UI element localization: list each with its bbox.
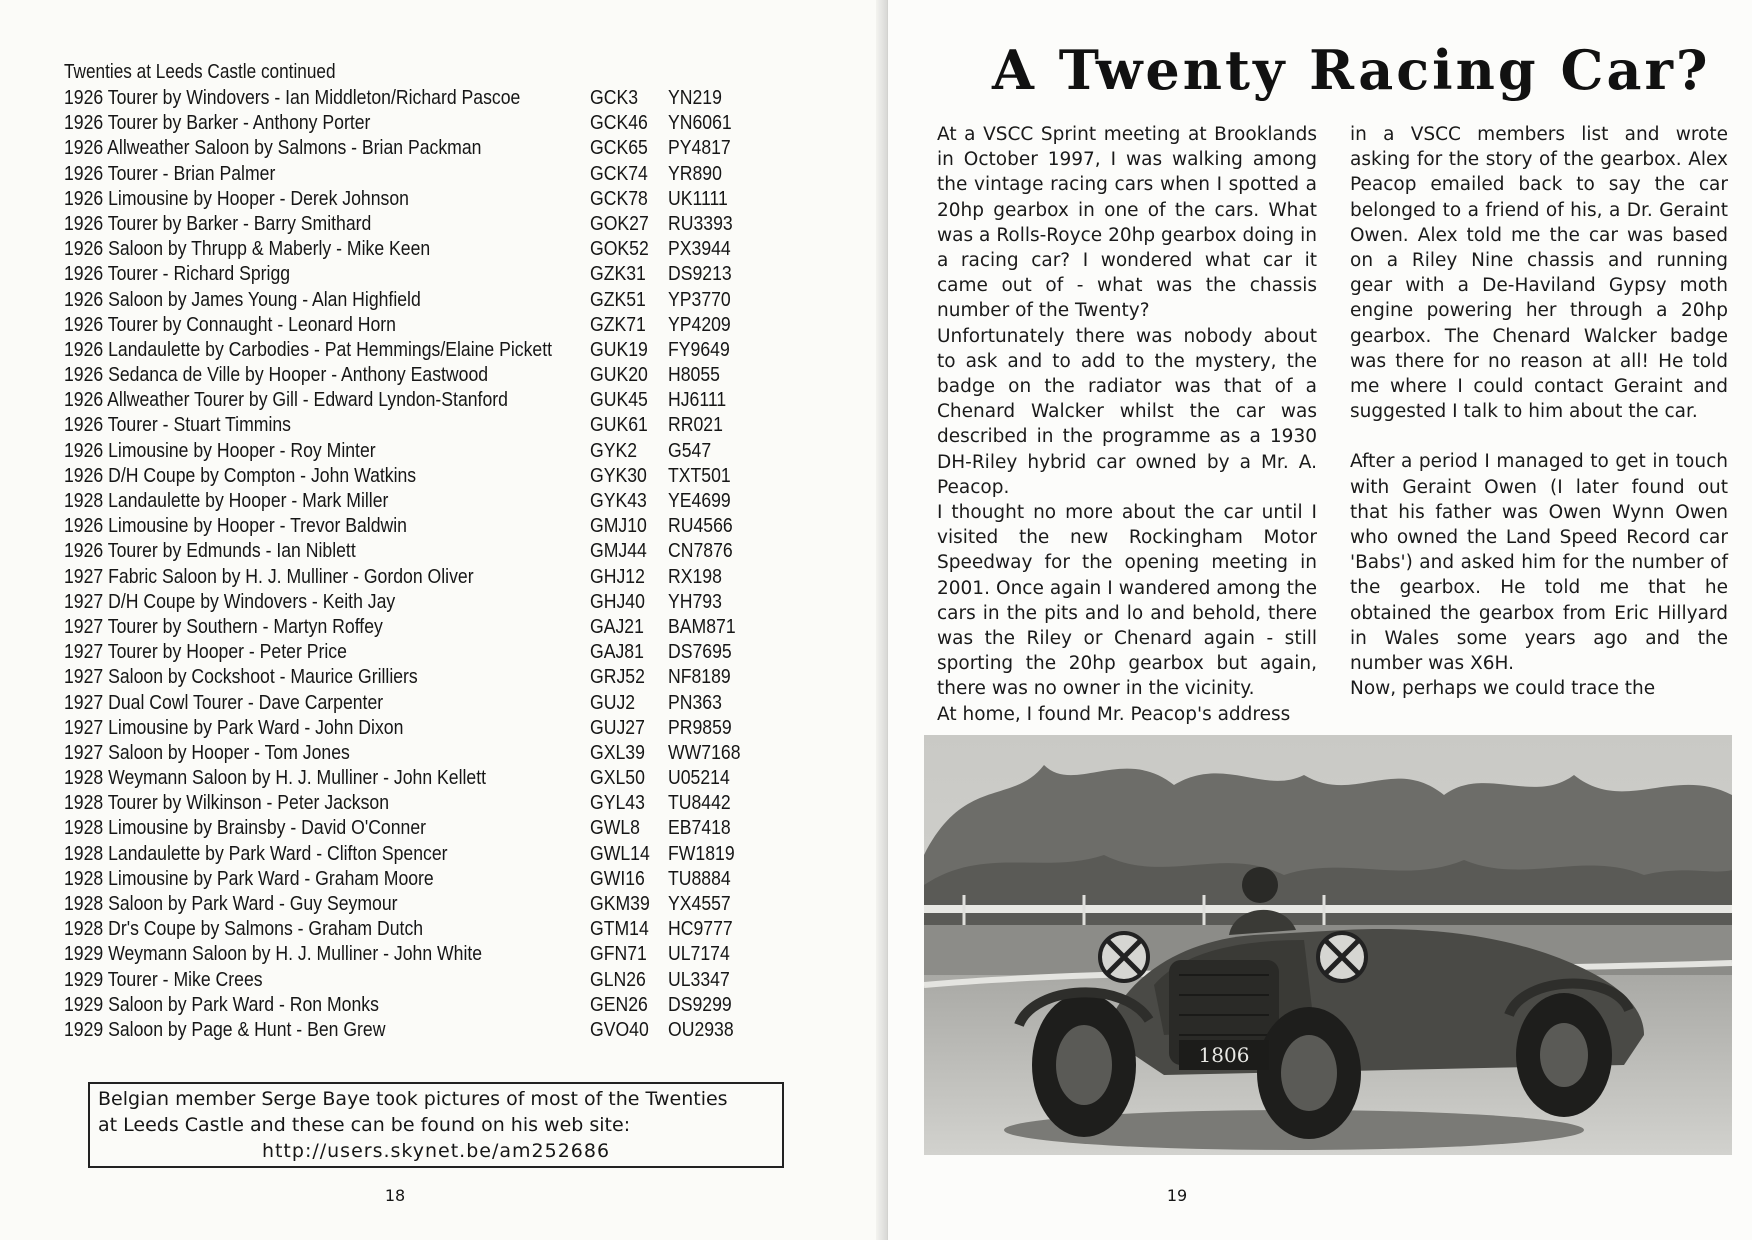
chassis-number: GXL50	[590, 766, 645, 790]
car-list-row	[64, 135, 824, 160]
car-description: 1929 Tourer - Mike Crees	[64, 967, 263, 991]
car-list-row	[64, 110, 824, 135]
car-list-row	[64, 715, 824, 740]
registration-number: EB7418	[668, 816, 731, 840]
chassis-number: GHJ40	[590, 589, 645, 613]
car-description: 1928 Landaulette by Park Ward - Clifton Spencer	[64, 841, 448, 865]
chassis-number: GYK2	[590, 438, 638, 462]
car-description: 1926 Tourer by Windovers - Ian Middleton/Richard Pascoe	[64, 86, 521, 109]
chassis-number: GZK51	[590, 287, 646, 311]
racing-car-photo	[924, 735, 1732, 1155]
chassis-number: GYK43	[590, 489, 647, 512]
registration-number: U05214	[668, 766, 730, 790]
car-list-row	[64, 866, 824, 891]
chassis-number: GUJ27	[590, 715, 645, 739]
car-description: 1927 Saloon by Cockshoot - Maurice Grilliers	[64, 665, 418, 689]
chassis-number: GYK30	[590, 463, 647, 487]
paragraph: Now, perhaps we could trace the	[1350, 678, 1656, 700]
registration-number: NF8189	[668, 665, 731, 689]
registration-number: YR890	[668, 161, 722, 185]
car-list-row	[64, 438, 824, 463]
car-list-row	[64, 916, 824, 941]
chassis-number: GCK78	[590, 186, 648, 210]
car-list	[64, 60, 824, 1042]
paragraph: I thought no more about the car until I visited the new Rockingham Motor Speedway for the opening meeting in 2001. Once again I wandered among the cars in the pits and lo and behold, there was the Riley or Chenard again - still sporting the 20hp gearbox but again, there was no owner in the vicinity.	[937, 502, 1317, 700]
registration-number: PY4817	[668, 136, 731, 160]
registration-number: RR021	[668, 413, 723, 437]
chassis-number: GUK19	[590, 337, 648, 361]
chassis-number: GVO40	[590, 1017, 649, 1041]
car-description: 1926 Tourer by Edmunds - Ian Niblett	[64, 539, 356, 563]
paragraph: At a VSCC Sprint meeting at Brooklands in October 1997, I was walking among the vintage racing cars when I spotted a 20hp gearbox in one of the cars. What was a Rolls-Royce 20hp gearbox doing in a racing car? I wondered what car it came out of - what was the chassis number of the Twenty?	[937, 124, 1317, 322]
registration-number: DS9299	[668, 992, 732, 1016]
registration-number: RX198	[668, 564, 722, 588]
car-description: 1928 Tourer by Wilkinson - Peter Jackson	[64, 791, 390, 815]
website-url[interactable]: http://users.skynet.be/am252686	[261, 1140, 611, 1162]
article-column-2	[1350, 122, 1728, 701]
chassis-number: GLN26	[590, 967, 646, 991]
chassis-number: GXL39	[590, 740, 645, 764]
car-list-row	[64, 992, 824, 1017]
car-list-row	[64, 337, 824, 362]
registration-number: H8055	[668, 363, 720, 387]
chassis-number: GCK46	[590, 111, 648, 135]
car-list-row	[64, 1017, 824, 1042]
registration-number: PX3944	[668, 237, 731, 261]
car-list-row	[64, 161, 824, 186]
car-list-row	[64, 690, 824, 715]
chassis-number: GUJ2	[590, 690, 636, 714]
car-description: 1928 Landaulette by Hooper - Mark Miller	[64, 489, 389, 512]
registration-number: RU3393	[668, 211, 733, 235]
car-description: 1927 Limousine by Park Ward - John Dixon	[64, 715, 404, 739]
registration-number: YN219	[668, 86, 722, 109]
chassis-number: GAJ81	[590, 640, 644, 664]
chassis-number: GRJ52	[590, 665, 645, 689]
registration-number: OU2938	[668, 1017, 734, 1041]
chassis-number: GUK61	[590, 413, 648, 437]
registration-number: FW1819	[668, 841, 735, 865]
page-number-left: 18	[384, 1186, 406, 1205]
car-list-row	[64, 85, 824, 110]
car-list-row	[64, 211, 824, 236]
car-description: 1926 Tourer - Stuart Timmins	[64, 413, 291, 437]
car-description: 1927 Dual Cowl Tourer - Dave Carpenter	[64, 690, 384, 714]
registration-number: CN7876	[668, 539, 733, 563]
car-description: 1929 Weymann Saloon by H. J. Mulliner - John White	[64, 942, 483, 966]
chassis-number: GWL14	[590, 841, 650, 865]
registration-number: FY9649	[668, 337, 730, 361]
car-list-row	[64, 841, 824, 866]
registration-number: DS9213	[668, 262, 732, 286]
car-list-row	[64, 639, 824, 664]
car-description: 1928 Limousine by Brainsby - David O'Conner	[64, 816, 427, 840]
car-list-row	[64, 941, 824, 966]
list-heading: Twenties at Leeds Castle continued	[64, 61, 336, 83]
car-list-row	[64, 589, 824, 614]
car-description: 1927 D/H Coupe by Windovers - Keith Jay	[64, 589, 396, 613]
car-description: 1926 Tourer by Barker - Barry Smithard	[64, 211, 372, 235]
car-description: 1928 Saloon by Park Ward - Guy Seymour	[64, 892, 398, 915]
chassis-number: GMJ10	[590, 514, 647, 538]
registration-number: PR9859	[668, 715, 732, 739]
paragraph: At home, I found Mr. Peacop's address	[937, 703, 1291, 725]
car-list-row	[64, 564, 824, 589]
car-description: 1928 Limousine by Park Ward - Graham Moore	[64, 866, 434, 890]
registration-number: TXT501	[668, 463, 731, 487]
car-rows	[64, 85, 824, 1042]
registration-number: TU8442	[668, 791, 731, 815]
car-description: 1929 Saloon by Page & Hunt - Ben Grew	[64, 1017, 386, 1041]
chassis-number: GUK20	[590, 363, 648, 387]
page-number-right: 19	[1166, 1186, 1188, 1205]
registration-number: UK1111	[668, 186, 728, 210]
car-description: 1929 Saloon by Park Ward - Ron Monks	[64, 992, 379, 1016]
car-list-row	[64, 312, 824, 337]
registration-number: UL3347	[668, 967, 730, 991]
registration-number: TU8884	[668, 866, 731, 890]
chassis-number: GCK74	[590, 161, 648, 185]
car-list-row	[64, 261, 824, 286]
car-list-row	[64, 186, 824, 211]
chassis-number: GKM39	[590, 892, 650, 915]
chassis-number: GCK3	[590, 86, 639, 109]
car-description: 1926 Allweather Tourer by Gill - Edward Lyndon-Stanford	[64, 388, 508, 412]
chassis-number: GYL43	[590, 791, 645, 815]
car-list-row	[64, 236, 824, 261]
registration-number: YX4557	[668, 892, 731, 915]
racing-car-illustration	[924, 735, 1732, 1155]
note-line-1: Belgian member Serge Baye took pictures of most of the Twenties	[98, 1088, 728, 1110]
car-description: 1926 Landaulette by Carbodies - Pat Hemmings/Elaine Pickett	[64, 337, 553, 361]
car-description: 1926 Saloon by James Young - Alan Highfield	[64, 287, 421, 311]
chassis-number: GZK31	[590, 262, 646, 286]
chassis-number: GMJ44	[590, 539, 647, 563]
registration-number: DS7695	[668, 640, 732, 664]
registration-number: G547	[668, 438, 712, 462]
registration-number: YP3770	[668, 287, 731, 311]
chassis-number: GZK71	[590, 312, 646, 336]
car-description: 1927 Tourer by Hooper - Peter Price	[64, 640, 347, 664]
car-list-row	[64, 488, 824, 513]
registration-number: YN6061	[668, 111, 732, 135]
car-list-row	[64, 790, 824, 815]
chassis-number: GTM14	[590, 917, 649, 941]
registration-number: BAM871	[668, 614, 736, 638]
car-list-row	[64, 765, 824, 790]
car-description: 1926 Sedanca de Ville by Hooper - Anthony Eastwood	[64, 363, 489, 387]
chassis-number: GFN71	[590, 942, 647, 966]
car-list-row	[64, 740, 824, 765]
car-description: 1926 Tourer - Brian Palmer	[64, 161, 276, 185]
note-line-2: at Leeds Castle and these can be found on his web site:	[98, 1114, 631, 1136]
paragraph: After a period I managed to get in touch with Geraint Owen (I later found out that his father was Owen Wynn Owen who owned the Land Speed Record car 'Babs') and asked him for the number of the gearbox. He told me that he obtained the gearbox from Eric Hillyard in Wales some years ago and the number was X6H.	[1350, 451, 1728, 675]
car-description: 1928 Dr's Coupe by Salmons - Graham Dutch	[64, 917, 424, 941]
paragraph: in a VSCC members list and wrote asking for the story of the gearbox. Alex Peacop emailed back to say the car belonged to a friend of his, a Dr. Geraint Owen. Alex told me the car was based on a Riley Nine chassis and running gear with a De-Haviland Gypsy moth engine powering her through a 20hp gearbox. The Chenard Walcker badge was there for no reason at all! He told me where I could contact Geraint and suggested I talk to him about the car.	[1350, 124, 1728, 423]
car-description: 1926 Limousine by Hooper - Derek Johnson	[64, 186, 409, 210]
car-description: 1928 Weymann Saloon by H. J. Mulliner - John Kellett	[64, 766, 487, 790]
car-list-row	[64, 387, 824, 412]
chassis-number: GEN26	[590, 992, 648, 1016]
car-description: 1926 Limousine by Hooper - Trevor Baldwin	[64, 514, 407, 538]
car-list-row	[64, 538, 824, 563]
chassis-number: GHJ12	[590, 564, 645, 588]
car-description: 1927 Saloon by Hooper - Tom Jones	[64, 740, 350, 764]
registration-number: HJ6111	[668, 388, 727, 412]
chassis-number: GWL8	[590, 816, 640, 840]
article-column-1	[937, 122, 1317, 727]
car-list-row	[64, 513, 824, 538]
car-number-plate: 1806	[1198, 1043, 1250, 1067]
car-description: 1927 Tourer by Southern - Martyn Roffey	[64, 614, 383, 638]
car-list-row	[64, 891, 824, 916]
car-description: 1926 Limousine by Hooper - Roy Minter	[64, 438, 376, 462]
car-list-row	[64, 362, 824, 387]
registration-number: RU4566	[668, 514, 733, 538]
website-note-box	[88, 1082, 784, 1168]
car-description: 1926 Saloon by Thrupp & Maberly - Mike Keen	[64, 237, 431, 261]
car-description: 1926 Tourer by Barker - Anthony Porter	[64, 111, 371, 135]
registration-number: YP4209	[668, 312, 731, 336]
article-title: A Twenty Racing Car?	[992, 38, 1711, 102]
car-list-row	[64, 463, 824, 488]
chassis-number: GOK27	[590, 211, 649, 235]
car-list-row	[64, 815, 824, 840]
car-description: 1926 Tourer - Richard Sprigg	[64, 262, 291, 286]
chassis-number: GUK45	[590, 388, 648, 412]
registration-number: UL7174	[668, 942, 730, 966]
chassis-number: GOK52	[590, 237, 649, 261]
paragraph: Unfortunately there was nobody about to ask and to add to the mystery, the badge on the radiator was that of a Chenard Walcker whilst the car was described in the programme as a 1930 DH-Riley hybrid car owned by a Mr. A. Peacop.	[937, 325, 1317, 498]
chassis-number: GWI16	[590, 866, 645, 890]
car-description: 1926 Allweather Saloon by Salmons - Brian Packman	[64, 136, 482, 160]
car-list-row	[64, 412, 824, 437]
car-list-row	[64, 664, 824, 689]
registration-number: WW7168	[668, 740, 741, 764]
chassis-number: GCK65	[590, 136, 648, 160]
car-list-row	[64, 287, 824, 312]
car-description: 1926 Tourer by Connaught - Leonard Horn	[64, 312, 396, 336]
car-list-row	[64, 614, 824, 639]
car-description: 1927 Fabric Saloon by H. J. Mulliner - Gordon Oliver	[64, 564, 474, 588]
car-list-row	[64, 967, 824, 992]
registration-number: HC9777	[668, 917, 733, 941]
car-description: 1926 D/H Coupe by Compton - John Watkins	[64, 463, 417, 487]
chassis-number: GAJ21	[590, 614, 644, 638]
registration-number: YE4699	[668, 489, 731, 512]
registration-number: YH793	[668, 589, 722, 613]
registration-number: PN363	[668, 690, 722, 714]
